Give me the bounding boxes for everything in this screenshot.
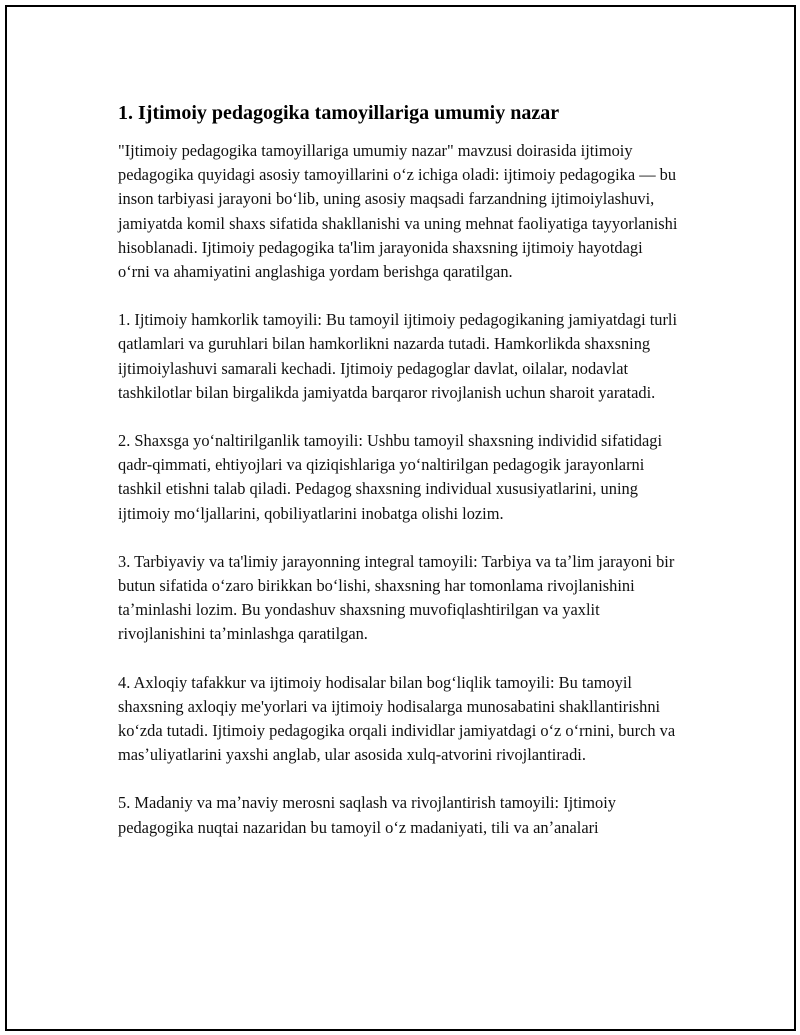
- principle-paragraph-1: 1. Ijtimoiy hamkorlik tamoyili: Bu tamoyil ijtimoiy pedagogikaning jamiyatdagi turli qatlamlari va guruhlari bilan hamkorlikni nazarda tutadi. Hamkorlikda shaxsning ijtimoiylashuvi samarali kechadi. Ijtimoiy pedagoglar davlat, oilalar, nodavlat tashkilotlar bilan birgalikda jamiyatda barqaror rivojlanish uchun sharoit yaratadi.: [118, 310, 678, 402]
- document-body: [118, 99, 678, 864]
- principle-paragraph-3: 3. Tarbiyaviy va ta'limiy jarayonning integral tamoyili: Tarbiya va taʼlim jarayoni bir butun sifatida oʻzaro birikkan boʻlishi, shaxsning har tomonlama rivojlanishini taʼminlashi lozim. Bu yondashuv shaxsning muvofiqlashtirilgan va yaxlit rivojlanishini taʼminlashga qaratilgan.: [118, 551, 675, 644]
- section-heading: 1. Ijtimoiy pedagogika tamoyillariga umumiy nazar: [118, 102, 560, 124]
- principle-paragraph-4: 4. Axloqiy tafakkur va ijtimoiy hodisalar bilan bogʻliqlik tamoyili: Bu tamoyil shaxsning axloqiy me'yorlari va ijtimoiy hodisalarga munosabatini shakllantirishni koʻzda tutadi. Ijtimoiy pedagogika orqali individlar jamiyatdagi oʻz oʻrnini, burch va masʼuliyatlarini yaxshi anglab, ular asosida xulq-atvorini rivojlantiradi.: [118, 672, 676, 765]
- principle-paragraph-5: 5. Madaniy va maʼnaviy merosni saqlash va rivojlantirish tamoyili: Ijtimoiy pedagogika nuqtai nazaridan bu tamoyil oʻz madaniyati, tili va anʼanalari: [118, 793, 617, 837]
- principle-paragraph-2: 2. Shaxsga yoʻnaltirilganlik tamoyili: Ushbu tamoyil shaxsning individid sifatidagi qadr-qimmati, ehtiyojlari va qiziqishlariga yoʻnaltirilgan pedagogik jarayonlarni tashkil etishni talab qiladi. Pedagog shaxsning individual xususiyatlarini, uning ijtimoiy moʻljallarini, qobiliyatlarini inobatga olishi lozim.: [118, 431, 663, 523]
- intro-paragraph: "Ijtimoiy pedagogika tamoyillariga umumiy nazar" mavzusi doirasida ijtimoiy pedagogika quyidagi asosiy tamoyillarini oʻz ichiga oladi: ijtimoiy pedagogika — bu inson tarbiyasi jarayoni boʻlib, uning asosiy maqsadi farzandning ijtimoiylashuvi, jamiyatda komil shaxs sifatida shakllanishi va uning mehnat faoliyatiga tayyorlanishi hisoblanadi. Ijtimoiy pedagogika ta'lim jarayonida shaxsning ijtimoiy hayotdagi oʻrni va ahamiyatini anglashiga yordam berishga qaratilgan.: [118, 141, 678, 282]
- page-frame: [5, 5, 796, 1031]
